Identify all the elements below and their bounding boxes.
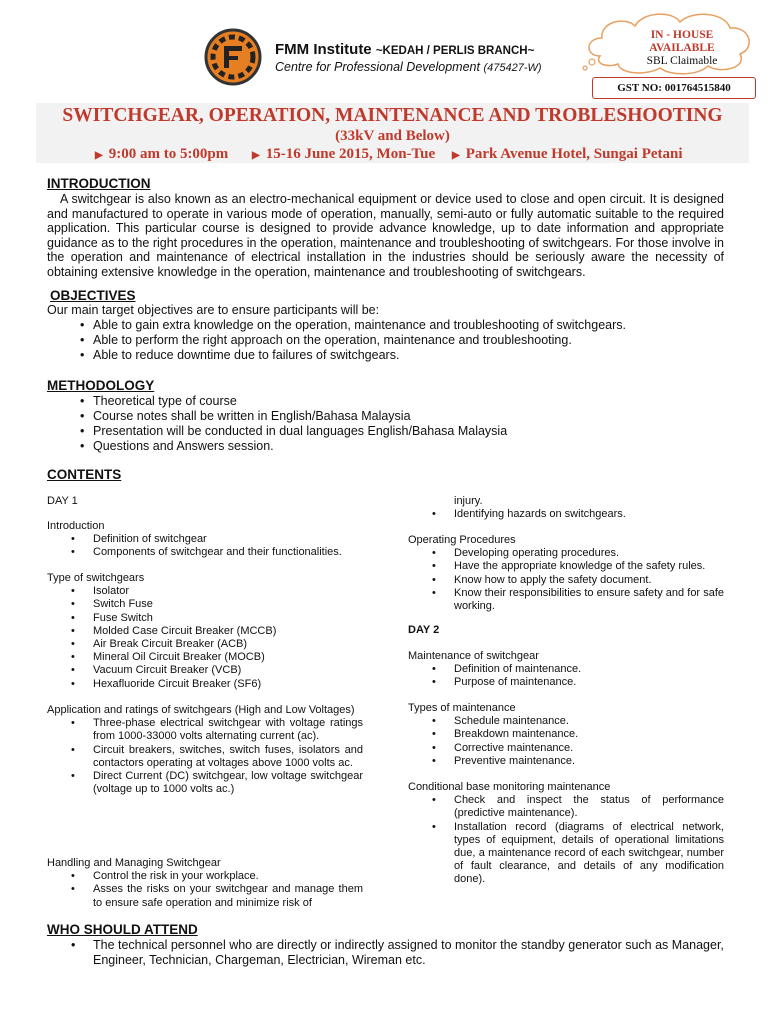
arrow-right-icon: ▶ [452,150,460,161]
who-should-attend-heading: WHO SHOULD ATTEND [47,922,198,937]
list-item: • Components of switchgear and their functionalities. [47,546,363,559]
section-title: Conditional base monitoring maintenance [408,781,611,793]
arrow-right-icon: ▶ [95,150,103,161]
introduction-heading: INTRODUCTION [47,176,151,191]
list-item: • Presentation will be conducted in dual languages English/Bahasa Malaysia [47,424,727,439]
list-item: • Molded Case Circuit Breaker (MCCB) [47,625,363,638]
section-title: Types of maintenance [408,702,516,714]
methodology-list [47,394,727,454]
contents-section-types-maintenance [408,702,724,768]
contents-heading: CONTENTS [47,467,122,482]
list-item: • Theoretical type of course [47,394,727,409]
institute-subtitle: Centre for Professional Development (475427-W) [275,60,542,74]
list-item: • Vacuum Circuit Breaker (VCB) [47,664,363,677]
objectives-list [47,318,727,363]
section-title: Handling and Managing Switchgear [47,857,221,869]
section-title: Operating Procedures [408,534,516,546]
fmm-logo-icon [204,26,262,88]
list-item: • Definition of maintenance. [408,663,724,676]
in-house-badge [612,29,752,68]
list-item: • Corrective maintenance. [408,742,724,755]
course-date: ▶ 15-16 June 2015, Mon-Tue [252,146,436,162]
section-list [408,508,724,521]
list-item: • The technical personnel who are directly or indirectly assigned to monitor the standby generator such as Manager, Engineer, Technician, Chargeman, Electrician, Wireman etc. [47,938,727,968]
course-subtitle: (33kV and Below) [335,128,450,144]
introduction-text: A switchgear is also known as an electro-mechanical equipment or device used to close and open circuit. It is designed and manufactured to operate in various mode of operation, manually, semi-auto or fully automatic suitable to the required application. This particular course is designed to provide advance knowledge, up to date information and appropriate guidance as to the right procedures in the operation, maintenance and troubleshooting of switchgears. For those involve in the operation and maintenance of electrical installation in the industries should be seriously aware the necessity of obtaining extensive knowledge in the operation, maintenance and troubleshooting of switchgears. [47,192,724,279]
list-item: • Schedule maintenance. [408,715,724,728]
list-item: • Control the risk in your workplace. [47,870,363,883]
course-title: SWITCHGEAR, OPERATION, MAINTENANCE AND TROBLESHOOTING [62,105,723,126]
list-item: • Fuse Switch [47,612,363,625]
list-item: • Circuit breakers, switches, switch fuses, isolators and contactors operating at voltages above 1000 volts ac. [47,744,363,770]
section-list [408,794,724,886]
section-title: Application and ratings of switchgears (High and Low Voltages) [47,704,355,716]
objectives-intro: Our main target objectives are to ensure participants will be: [47,303,380,317]
institute-name: FMM Institute ~KEDAH / PERLIS BRANCH~ [275,41,535,58]
list-item: • Isolator [47,585,363,598]
list-item: • Air Break Circuit Breaker (ACB) [47,638,363,651]
list-item: • Know their responsibilities to ensure safety and for safe working. [408,587,724,613]
list-item: • Able to gain extra knowledge on the operation, maintenance and troubleshooting of switchgears. [47,318,727,333]
day1-label: DAY 1 [47,495,78,507]
section-list [408,547,724,613]
list-item: • Three-phase electrical switchgear with voltage ratings from 1000-33000 volts alternating current (ac). [47,717,363,743]
list-item: • Breakdown maintenance. [408,728,724,741]
sbl-claimable-label: SBL Claimable [646,55,718,67]
course-time: ▶ 9:00 am to 5:00pm [95,146,229,162]
contents-section-maintenance [408,650,724,690]
branch-name: ~KEDAH / PERLIS BRANCH~ [375,45,535,57]
list-item: • Installation record (diagrams of electrical network, types of equipment, details of operational limitations due, a maintenance record of each switchgear, number of fault clearance, and details of any modification done). [408,821,724,887]
arrow-right-icon: ▶ [252,150,260,161]
list-item: • Course notes shall be written in English/Bahasa Malaysia [47,409,727,424]
list-item: • Check and inspect the status of performance (predictive maintenance). [408,794,724,820]
list-item: • Direct Current (DC) switchgear, low voltage switchgear (voltage up to 1000 volts ac.) [47,770,363,796]
list-item: • Purpose of maintenance. [408,676,724,689]
in-house-label: IN - HOUSE [650,29,714,41]
section-list [47,717,363,796]
list-item: • Able to reduce downtime due to failures of switchgears. [47,348,727,363]
registration-number: (475427-W) [483,62,542,74]
list-item: • Know how to apply the safety document. [408,574,724,587]
continued-text: injury. [454,495,483,507]
list-item: • Asses the risks on your switchgear and manage them to ensure safe operation and minimize risk of [47,883,363,909]
list-item: • Able to perform the right approach on the operation, maintenance and troubleshooting. [47,333,727,348]
section-title: Type of switchgears [47,572,145,584]
contents-section-types [47,572,363,691]
gst-number-box: GST NO: 001764515840 [592,77,756,99]
day2-label: DAY 2 [408,624,440,636]
who-should-attend-list [47,938,727,968]
list-item: • Mineral Oil Circuit Breaker (MOCB) [47,651,363,664]
available-label: AVAILABLE [649,42,715,54]
contents-section-handling [47,857,363,910]
section-title: Maintenance of switchgear [408,650,539,662]
methodology-heading: METHODOLOGY [47,378,155,393]
list-item: • Preventive maintenance. [408,755,724,768]
contents-section-operating [408,534,724,613]
section-list [408,715,724,768]
objectives-heading: OBJECTIVES [50,288,136,303]
list-item: • Switch Fuse [47,598,363,611]
contents-section-conditional [408,781,724,887]
course-venue: ▶ Park Avenue Hotel, Sungai Petani [452,146,683,162]
section-list [47,585,363,691]
contents-section-introduction [47,520,363,560]
list-item: • Developing operating procedures. [408,547,724,560]
section-list [408,663,724,689]
section-list [47,533,363,559]
section-list [47,870,363,910]
section-title: Introduction [47,520,105,532]
list-item: • Have the appropriate knowledge of the safety rules. [408,560,724,573]
contents-section-handling-cont [408,495,724,521]
list-item: • Identifying hazards on switchgears. [408,508,724,521]
list-item: • Questions and Answers session. [47,439,727,454]
list-item: • Definition of switchgear [47,533,363,546]
contents-section-application [47,704,363,796]
list-item: • Hexafluoride Circuit Breaker (SF6) [47,678,363,691]
